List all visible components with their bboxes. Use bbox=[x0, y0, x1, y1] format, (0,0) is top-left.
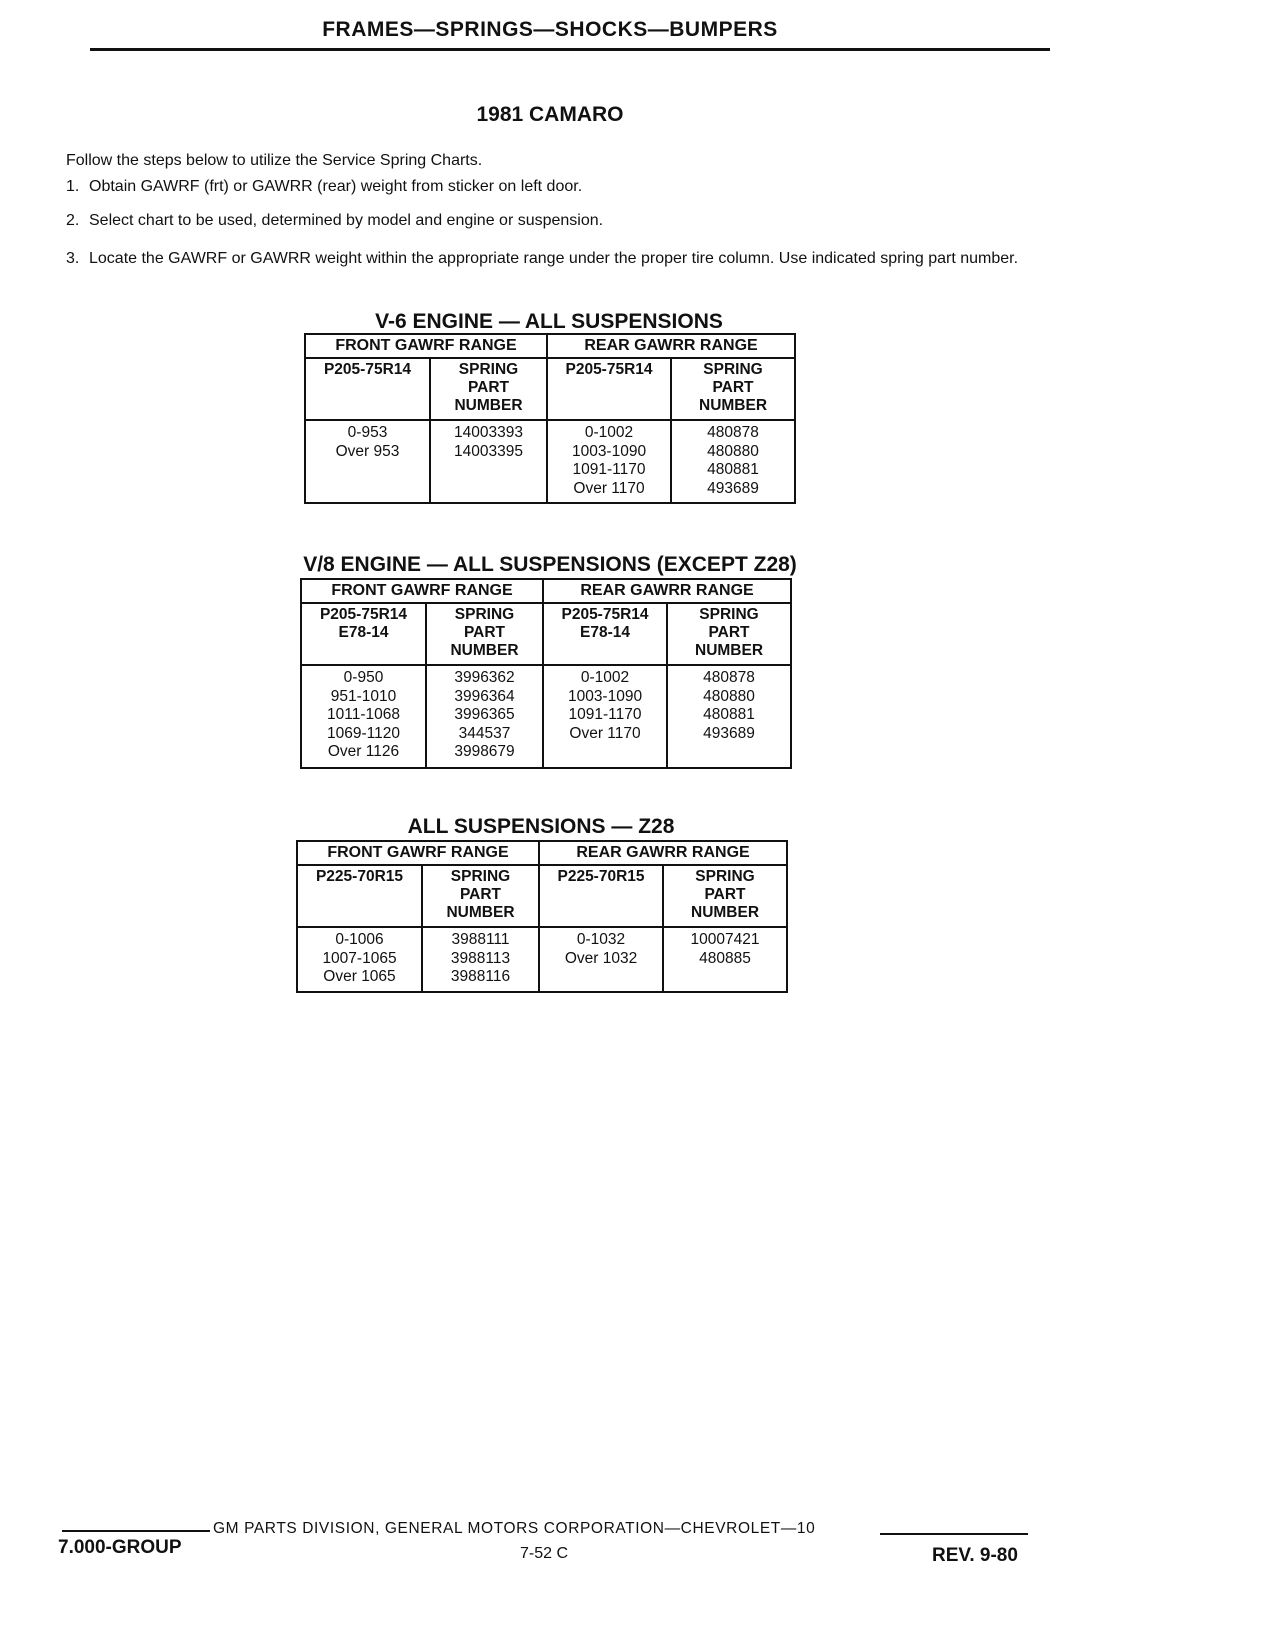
front-ranges: 0-953 Over 953 bbox=[305, 420, 430, 503]
document-title: 1981 CAMARO bbox=[476, 103, 624, 126]
rear-range-header: REAR GAWRR RANGE bbox=[547, 334, 795, 358]
front-tire-header: P205-75R14 bbox=[305, 358, 430, 420]
spring-table-z28 bbox=[296, 840, 788, 993]
front-tire-header: P205-75R14 E78-14 bbox=[301, 603, 426, 665]
front-part-numbers: 14003393 14003395 bbox=[430, 420, 547, 503]
rear-tire-header: P205-75R14 E78-14 bbox=[543, 603, 667, 665]
front-tire-header: P225-70R15 bbox=[297, 865, 422, 927]
front-range-header: FRONT GAWRF RANGE bbox=[305, 334, 547, 358]
rear-ranges: 0-1002 1003-1090 1091-1170 Over 1170 bbox=[547, 420, 671, 503]
table-title-v6: V-6 ENGINE — ALL SUSPENSIONS bbox=[375, 310, 723, 333]
instruction-step-2 bbox=[66, 212, 1046, 230]
rear-ranges: 0-1032 Over 1032 bbox=[539, 927, 663, 992]
section-header: FRAMES—SPRINGS—SHOCKS—BUMPERS bbox=[322, 18, 778, 41]
spring-table-v8 bbox=[300, 578, 792, 769]
rear-part-numbers: 480878 480880 480881 493689 bbox=[667, 665, 791, 768]
instruction-step-1 bbox=[66, 178, 1046, 196]
rear-spring-header: SPRING PART NUMBER bbox=[667, 603, 791, 665]
rear-spring-header: SPRING PART NUMBER bbox=[671, 358, 795, 420]
step-number: 3. bbox=[66, 250, 80, 267]
instructions-intro: Follow the steps below to utilize the Service Spring Charts. bbox=[66, 152, 483, 169]
header-rule bbox=[90, 48, 1050, 51]
rear-spring-header: SPRING PART NUMBER bbox=[663, 865, 787, 927]
front-spring-header: SPRING PART NUMBER bbox=[422, 865, 539, 927]
front-range-header: FRONT GAWRF RANGE bbox=[301, 579, 543, 603]
rear-ranges: 0-1002 1003-1090 1091-1170 Over 1170 bbox=[543, 665, 667, 768]
front-ranges: 0-950 951-1010 1011-1068 1069-1120 Over 1126 bbox=[301, 665, 426, 768]
spring-table-v6 bbox=[304, 333, 796, 504]
front-range-header: FRONT GAWRF RANGE bbox=[297, 841, 539, 865]
front-part-numbers: 3996362 3996364 3996365 344537 3998679 bbox=[426, 665, 543, 768]
footer-rule-left bbox=[62, 1530, 210, 1532]
rear-part-numbers: 480878 480880 480881 493689 bbox=[671, 420, 795, 503]
footer-revision: REV. 9-80 bbox=[932, 1545, 1018, 1566]
footer-rule-right bbox=[880, 1533, 1028, 1535]
step-text: Locate the GAWRF or GAWRR weight within the appropriate range under the proper tire column. Use indicated spring part number. bbox=[89, 250, 1019, 267]
front-ranges: 0-1006 1007-1065 Over 1065 bbox=[297, 927, 422, 992]
step-text: Select chart to be used, determined by model and engine or suspension. bbox=[89, 212, 604, 229]
rear-tire-header: P225-70R15 bbox=[539, 865, 663, 927]
rear-range-header: REAR GAWRR RANGE bbox=[539, 841, 787, 865]
front-spring-header: SPRING PART NUMBER bbox=[430, 358, 547, 420]
table-title-v8: V/8 ENGINE — ALL SUSPENSIONS (EXCEPT Z28) bbox=[303, 553, 797, 576]
footer-page-number: 7-52 C bbox=[520, 1545, 569, 1562]
step-text: Obtain GAWRF (frt) or GAWRR (rear) weight from sticker on left door. bbox=[89, 178, 583, 195]
rear-tire-header: P205-75R14 bbox=[547, 358, 671, 420]
step-number: 2. bbox=[66, 212, 80, 229]
footer-division: GM PARTS DIVISION, GENERAL MOTORS CORPORATION—CHEVROLET—10 bbox=[213, 1520, 816, 1537]
instruction-step-3 bbox=[66, 250, 1046, 267]
rear-part-numbers: 10007421 480885 bbox=[663, 927, 787, 992]
table-title-z28: ALL SUSPENSIONS — Z28 bbox=[407, 815, 675, 838]
step-number: 1. bbox=[66, 178, 80, 195]
front-spring-header: SPRING PART NUMBER bbox=[426, 603, 543, 665]
rear-range-header: REAR GAWRR RANGE bbox=[543, 579, 791, 603]
front-part-numbers: 3988111 3988113 3988116 bbox=[422, 927, 539, 992]
footer-group: 7.000-GROUP bbox=[58, 1537, 182, 1558]
